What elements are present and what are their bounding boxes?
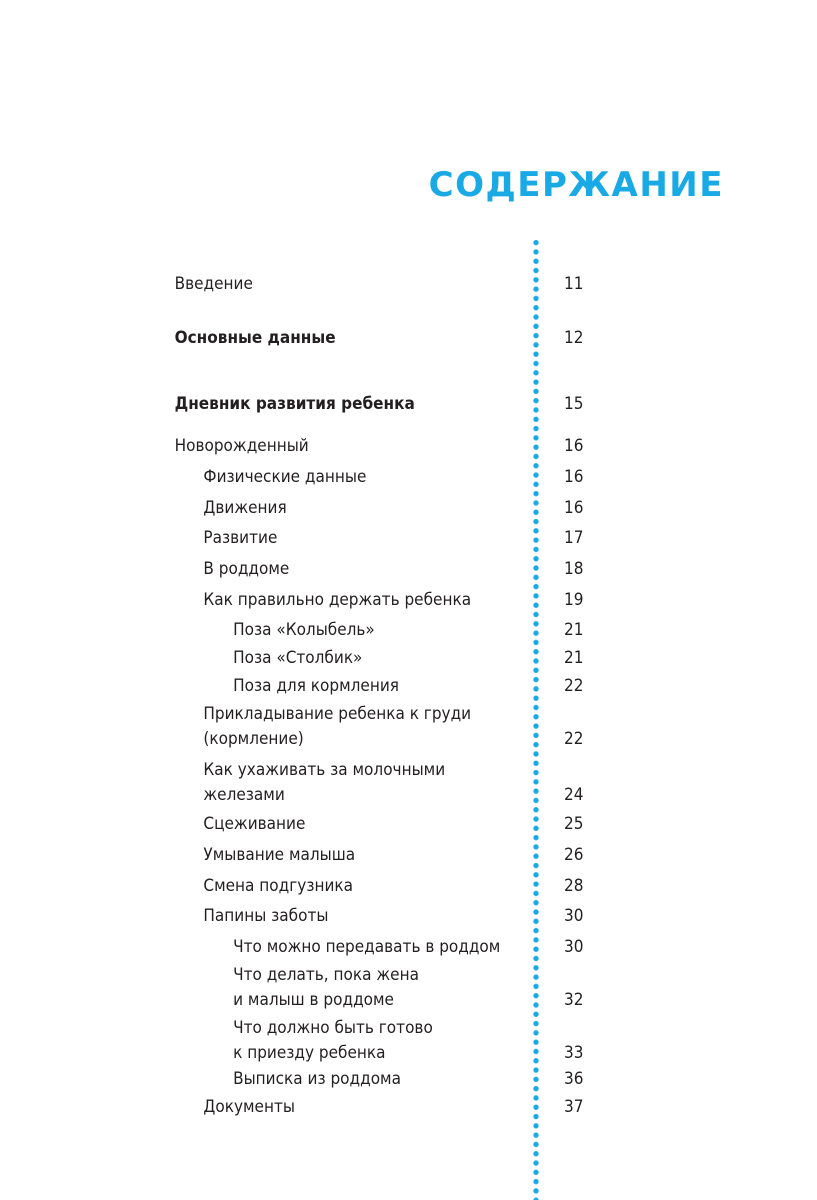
- toc-entry-title: В роддоме: [203, 559, 290, 579]
- toc-entry-title: Смена подгузника: [203, 876, 354, 896]
- toc-entry-title: Что делать, пока жена: [233, 965, 419, 985]
- toc-entry-title: Введение: [174, 274, 253, 294]
- toc-page-number: 32: [564, 990, 584, 1010]
- toc-page-number: 22: [564, 676, 584, 696]
- toc-entry-title-cont: железами: [203, 785, 285, 805]
- page-title: СОДЕРЖАНИЕ: [428, 165, 724, 205]
- toc-page-number: 12: [564, 328, 584, 348]
- toc-entry-title-cont: к приезду ребенка: [233, 1043, 386, 1063]
- toc-page-number: 33: [564, 1043, 584, 1063]
- toc-entry-title: Основные данные: [174, 328, 336, 348]
- toc-entry-title: Поза для кормления: [233, 676, 399, 696]
- toc-page-number: 21: [564, 620, 584, 640]
- toc-page-number: 25: [564, 814, 584, 834]
- toc-entry-title: Что должно быть готово: [233, 1018, 433, 1038]
- toc-page-number: 15: [564, 394, 584, 414]
- toc-entry-title: Прикладывание ребенка к груди: [203, 704, 472, 724]
- toc-page-number: 16: [564, 436, 584, 456]
- toc-page-number: 30: [564, 906, 584, 926]
- toc-entry-title: Документы: [203, 1097, 295, 1117]
- toc-entry-title: Что можно передавать в роддом: [233, 937, 501, 957]
- toc-page-number: 36: [564, 1069, 584, 1089]
- toc-entry-title: Сцеживание: [203, 814, 306, 834]
- toc-page-number: 18: [564, 559, 584, 579]
- toc-page-number: 19: [564, 590, 584, 610]
- toc-entry-title: Как правильно держать ребенка: [203, 590, 472, 610]
- toc-entry-title: Движения: [203, 498, 287, 518]
- toc-page-number: 30: [564, 937, 584, 957]
- toc-page-number: 37: [564, 1097, 584, 1117]
- toc-entry-title: Папины заботы: [203, 906, 329, 926]
- toc-page-number: 16: [564, 467, 584, 487]
- toc-entry-title: Умывание малыша: [203, 845, 356, 865]
- toc-entry-title: Дневник развития ребенка: [174, 394, 415, 414]
- toc-page-number: 28: [564, 876, 584, 896]
- toc-entry-title: Поза «Столбик»: [233, 648, 363, 668]
- toc-entry-title: Развитие: [203, 528, 278, 548]
- toc-entry-title: Как ухаживать за молочными: [203, 760, 446, 780]
- toc-page-number: 11: [564, 274, 584, 294]
- toc-entry-title: Новорожденный: [174, 436, 309, 456]
- toc-page-number: 26: [564, 845, 584, 865]
- toc-entry-title: Поза «Колыбель»: [233, 620, 375, 640]
- toc-entry-title-cont: и малыш в роддоме: [233, 990, 394, 1010]
- toc-page-number: 22: [564, 729, 584, 749]
- toc-page-number: 21: [564, 648, 584, 668]
- toc-page-number: 24: [564, 785, 584, 805]
- toc-entry-title-cont: (кормление): [203, 729, 304, 749]
- toc-page-number: 17: [564, 528, 584, 548]
- dotted-separator: [532, 238, 540, 1200]
- toc-entry-title: Выписка из роддома: [233, 1069, 401, 1089]
- toc-entry-title: Физические данные: [203, 467, 367, 487]
- toc-page-number: 16: [564, 498, 584, 518]
